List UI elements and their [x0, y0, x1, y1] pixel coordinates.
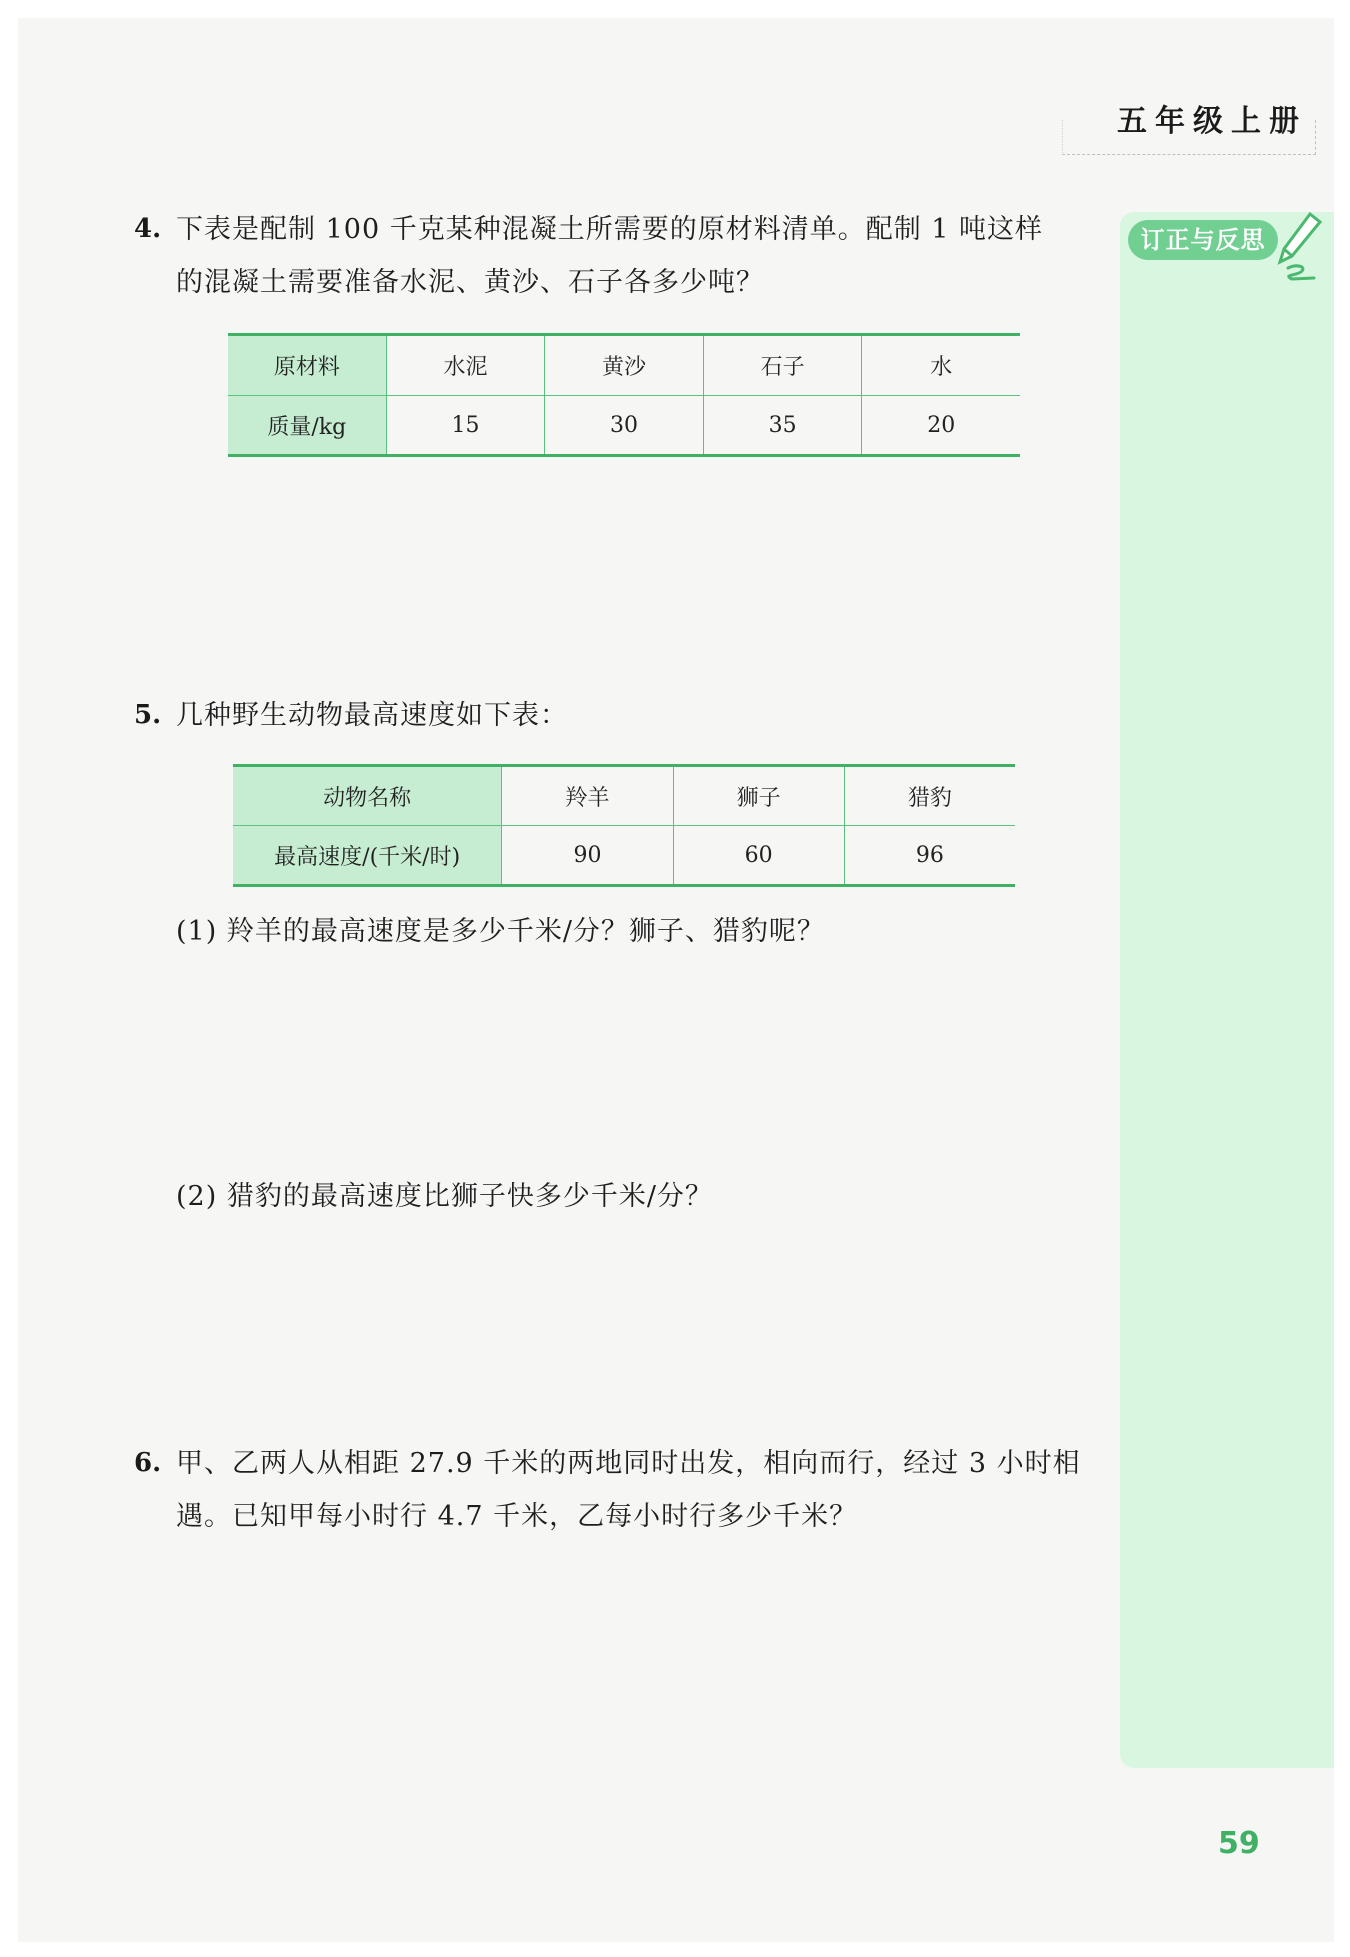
table-header-cell: 动物名称: [233, 766, 502, 826]
grade-label: 五年级上册: [1111, 96, 1307, 140]
question-4-number: 4.: [134, 214, 162, 244]
question-6-line1: 甲、乙两人从相距 27.9 千米的两地同时出发，相向而行，经过 3 小时相: [176, 1448, 1081, 1479]
pen-icon: [1262, 208, 1326, 284]
question-5-number: 5.: [134, 700, 162, 730]
question-4-line2: 的混凝土需要准备水泥、黄沙、石子各多少吨？: [176, 267, 764, 298]
page-number: 59: [1218, 1826, 1260, 1861]
question-5-line1: 几种野生动物最高速度如下表：: [176, 700, 568, 731]
table-header-cell: 狮子: [673, 766, 844, 826]
table-header-cell: 水泥: [386, 335, 545, 396]
question-5-sub2: (2) 猎豹的最高速度比狮子快多少千米/分？: [176, 1181, 713, 1212]
question-5-sub1: (1) 羚羊的最高速度是多少千米/分？狮子、猎豹呢？: [176, 916, 825, 947]
table-cell: 35: [703, 396, 862, 456]
question-4-line1: 下表是配制 100 千克某种混凝土所需要的原材料清单。配制 1 吨这样: [176, 214, 1044, 245]
table-cell: 15: [386, 396, 545, 456]
table-header-cell: 水: [862, 335, 1020, 396]
table-header-cell: 羚羊: [502, 766, 673, 826]
table-header-cell: 石子: [703, 335, 862, 396]
question-6-line2: 遇。已知甲每小时行 4.7 千米，乙每小时行多少千米？: [176, 1501, 858, 1532]
table-row-label: 最高速度/(千米/时): [233, 826, 502, 886]
table-header-cell: 原材料: [228, 335, 386, 396]
question-6-number: 6.: [134, 1448, 162, 1478]
table-cell: 30: [545, 396, 704, 456]
grade-header: [1062, 104, 1316, 155]
table-cell: 90: [502, 826, 673, 886]
correction-panel: [1120, 212, 1334, 1768]
table-cell: 60: [673, 826, 844, 886]
animal-speed-table: [233, 764, 1015, 887]
table-header-cell: 黄沙: [545, 335, 704, 396]
table-header-cell: 猎豹: [844, 766, 1015, 826]
table-cell: 96: [844, 826, 1015, 886]
materials-table: [228, 333, 1020, 457]
table-cell: 20: [862, 396, 1020, 456]
table-row-label: 质量/kg: [228, 396, 386, 456]
correction-tab-label: 订正与反思: [1128, 220, 1278, 260]
